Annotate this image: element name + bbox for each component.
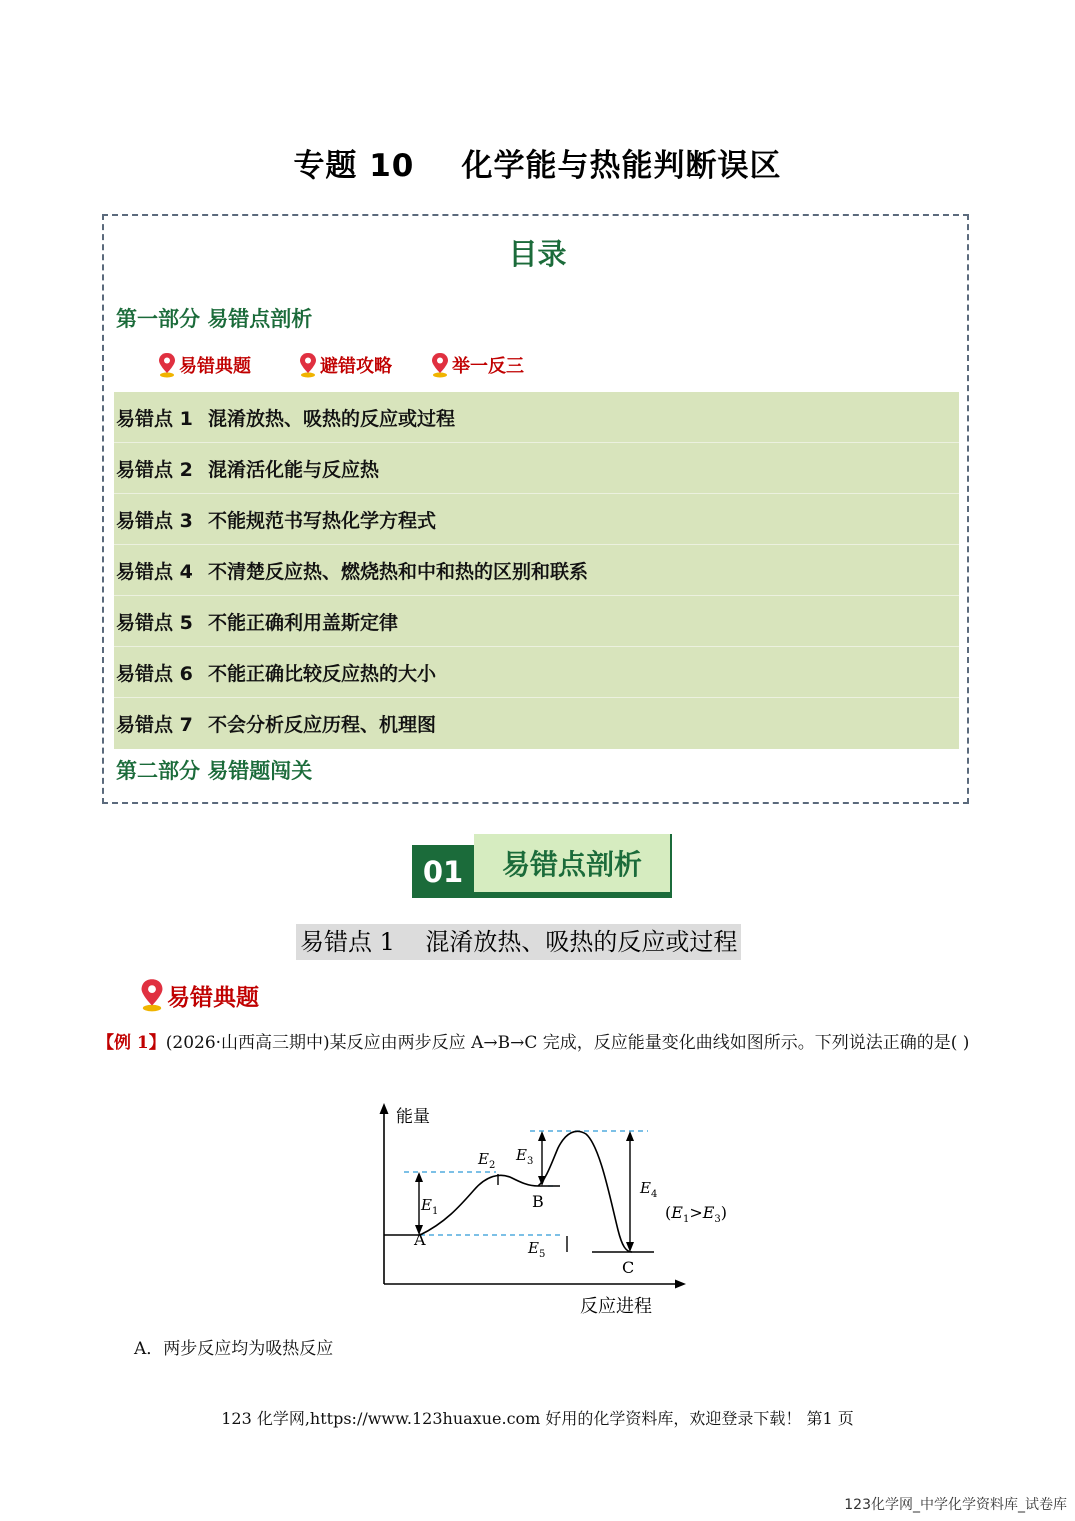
y-axis-arrow: [380, 1103, 389, 1114]
condition-label: $(E_1>E_3)$: [665, 1203, 728, 1225]
label-e1-e: E: [421, 1196, 432, 1214]
toc-item-text: 不清楚反应热、燃烧热和中和热的区别和联系: [208, 560, 589, 583]
label-e4-sub: 4: [650, 1189, 658, 1200]
watermark: 123化学网_中学化学资料库_试卷库: [844, 1497, 1067, 1513]
label-e2-e: E: [478, 1150, 489, 1168]
section-label: 易错点剖析: [474, 834, 672, 898]
toc-part1[interactable]: 第一部分 易错点剖析: [116, 307, 313, 331]
toc-item-num: 易错点 7: [116, 714, 193, 736]
label-e4: [639, 1179, 657, 1200]
toc-item-num: 易错点 5: [116, 611, 193, 634]
question: [97, 1025, 977, 1062]
toc-item-7[interactable]: [114, 698, 959, 749]
toc-tag-label: 举一反三: [452, 356, 524, 377]
toc-item-text: 不能正确比较反应热的大小: [208, 662, 437, 685]
location-pin-icon: [299, 352, 317, 378]
toc-tag-2: [299, 352, 392, 378]
question-label: 【例 1】: [97, 1033, 166, 1053]
toc-item-text: 混淆活化能与反应热: [208, 458, 380, 481]
toc-item-text: 不能正确利用盖斯定律: [208, 611, 399, 634]
point-b: B: [532, 1192, 544, 1211]
toc-item-5[interactable]: [114, 596, 959, 647]
label-e3-sub: 3: [526, 1156, 534, 1167]
label-e5: [527, 1239, 545, 1260]
label-e5-sub: 5: [538, 1249, 546, 1260]
question-text: (2026·山西高三期中)某反应由两步反应 A→B→C 完成，反应能量变化曲线如图所示。下列说法正确的是( ): [165, 1033, 970, 1053]
toc-item-4[interactable]: [114, 545, 959, 596]
toc-item-text: 不能规范书写热化学方程式: [208, 509, 437, 532]
page-title: 专题 10 化学能与热能判断误区: [293, 148, 782, 184]
example-tag-label: 易错典题: [167, 984, 259, 1011]
toc-item-1[interactable]: [114, 392, 959, 443]
toc-item-3[interactable]: [114, 494, 959, 545]
y-axis-label: 能量: [396, 1107, 430, 1127]
toc-item-num: 易错点 2: [116, 458, 193, 481]
toc-heading: 目录: [508, 237, 567, 271]
toc-item-text: 混淆放热、吸热的反应或过程: [208, 407, 456, 430]
example-tag: [140, 978, 259, 1012]
location-pin-icon: [158, 352, 176, 378]
toc-item-6[interactable]: [114, 647, 959, 698]
option-a[interactable]: A．两步反应均为吸热反应: [134, 1339, 334, 1359]
location-pin-icon: [431, 352, 449, 378]
toc-item-num: 易错点 4: [116, 560, 193, 583]
label-e5-e: E: [528, 1239, 539, 1257]
toc-item-text: 不会分析反应历程、机理图: [208, 714, 437, 736]
label-e1-sub: 1: [431, 1206, 439, 1217]
toc-item-2[interactable]: [114, 443, 959, 494]
energy-diagram: [360, 1098, 740, 1323]
point-a: A: [414, 1230, 426, 1249]
point-title: 易错点 1 混淆放热、吸热的反应或过程: [296, 924, 741, 960]
toc-tag-label: 避错攻略: [320, 356, 392, 377]
label-e2-sub: 2: [488, 1160, 496, 1171]
toc-item-num: 易错点 1: [116, 407, 193, 430]
toc-tag-1: [158, 352, 251, 378]
point-c: C: [622, 1258, 635, 1277]
toc-item-num: 易错点 3: [116, 509, 193, 532]
page-footer: 123 化学网,https://www.123huaxue.com 好用的化学资料库，欢迎登录下载！ 第1 页: [221, 1409, 854, 1428]
label-e3-e: E: [516, 1146, 527, 1164]
x-axis-arrow: [675, 1280, 686, 1289]
toc-tag-label: 易错典题: [179, 356, 251, 377]
label-e1: [420, 1196, 438, 1217]
x-axis-label: 反应进程: [580, 1296, 652, 1317]
section-number: 01: [412, 845, 474, 898]
toc-part2[interactable]: 第二部分 易错题闯关: [116, 759, 313, 783]
location-pin-icon: [140, 978, 164, 1012]
toc-item-num: 易错点 6: [116, 662, 193, 685]
label-e4-e: E: [640, 1179, 651, 1197]
toc-tag-3: [431, 352, 524, 378]
label-e3: [515, 1146, 533, 1167]
label-e2: [477, 1150, 495, 1171]
toc-list: [114, 392, 959, 749]
